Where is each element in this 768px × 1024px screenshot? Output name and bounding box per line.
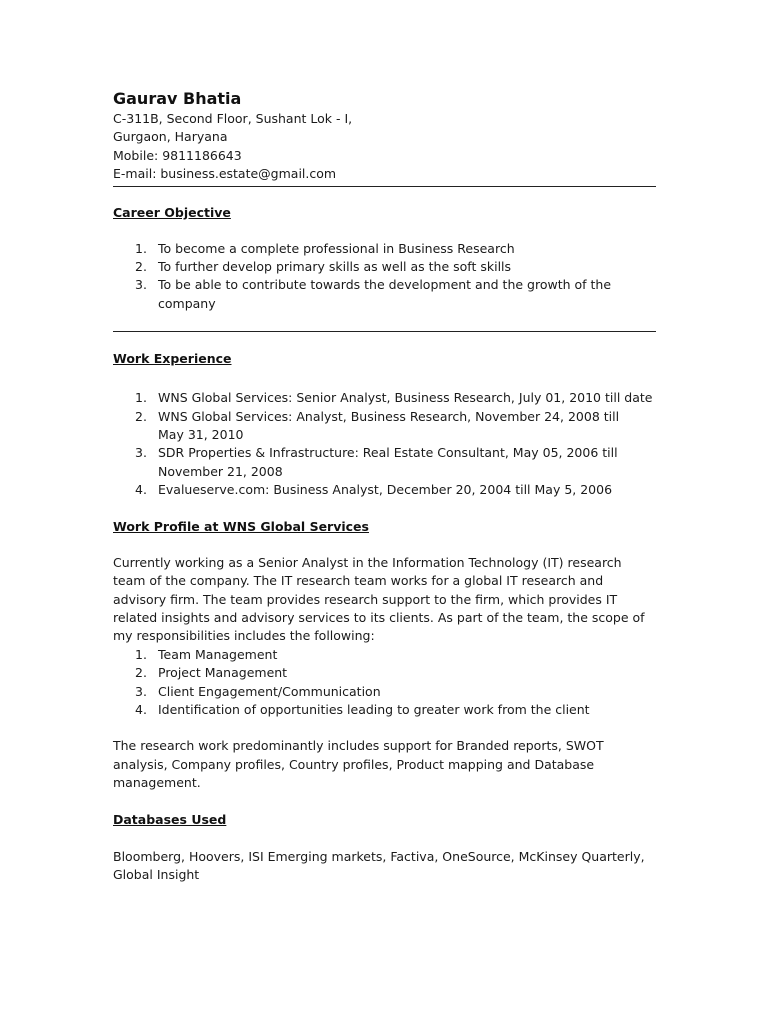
list-item: 4. Identification of opportunities leading to greater work from the client xyxy=(135,701,590,717)
list-item: 1. Team Management xyxy=(135,646,278,662)
list-item-text: Client Engagement/Communication xyxy=(158,683,381,699)
list-item: 2. To further develop primary skills as well as the soft skills xyxy=(135,259,512,275)
email-address: E-mail: business.estate@gmail.com xyxy=(113,166,337,182)
list-item: 2. WNS Global Services: Analyst, Business Research, November 24, 2008 till May 31, 2010 xyxy=(135,408,620,443)
resume-content xyxy=(113,88,656,884)
list-item-text: WNS Global Services: Senior Analyst, Business Research, July 01, 2010 till date xyxy=(158,390,653,406)
divider-middle xyxy=(113,331,656,332)
list-item: 1. WNS Global Services: Senior Analyst, Business Research, July 01, 2010 till date xyxy=(135,390,653,406)
list-item-text: To become a complete professional in Business Research xyxy=(158,240,515,256)
list-item: 3. SDR Properties & Infrastructure: Real Estate Consultant, May 05, 2006 till November 21, 2008 xyxy=(135,445,618,479)
databases-heading: Databases Used xyxy=(113,811,227,827)
list-item-text: Team Management xyxy=(158,646,278,662)
career-objective-section xyxy=(113,204,656,314)
list-item-text: SDR Properties & Infrastructure: Real Estate Consultant, May 05, 2006 till November 21, 2008 xyxy=(158,445,618,479)
work-profile-section xyxy=(113,518,656,793)
list-item: 2. Project Management xyxy=(135,665,288,681)
address-line-2: Gurgaon, Haryana xyxy=(113,129,228,145)
list-item-text: Identification of opportunities leading to greater work from the client xyxy=(158,701,590,717)
list-item-text: To further develop primary skills as well as the soft skills xyxy=(158,259,512,275)
work-profile-intro: Currently working as a Senior Analyst in the Information Technology (IT) research team of the company. The IT research team works for a global IT research and advisory firm. The team provides research support to the firm, which provides IT related insights and advisory services to its clients. As part of the team, the scope of my responsibilities includes the following: xyxy=(113,554,645,644)
contact-header xyxy=(113,88,656,184)
list-item-text: WNS Global Services: Analyst, Business Research, November 24, 2008 till May 31, 2010 xyxy=(158,408,620,443)
list-item-text: To be able to contribute towards the development and the growth of the company xyxy=(158,277,612,311)
list-item: 4. Evalueserve.com: Business Analyst, December 20, 2004 till May 5, 2006 xyxy=(135,482,613,498)
list-item: 1. To become a complete professional in Business Research xyxy=(135,240,515,256)
work-profile-closing: The research work predominantly includes support for Branded reports, SWOT analysis, Company profiles, Country profiles, Product mapping and Database management. xyxy=(113,738,604,791)
list-item-text: Project Management xyxy=(158,665,288,681)
databases-section xyxy=(113,811,656,885)
responsibilities-list xyxy=(113,646,656,720)
address-line-1: C-311B, Second Floor, Sushant Lok - I, xyxy=(113,111,353,126)
databases-text: Bloomberg, Hoovers, ISI Emerging markets, Factiva, OneSource, McKinsey Quarterly, Global Insight xyxy=(113,848,645,882)
list-item: 3. To be able to contribute towards the development and the growth of the company xyxy=(135,277,612,311)
list-item-text: Evalueserve.com: Business Analyst, December 20, 2004 till May 5, 2006 xyxy=(158,482,613,498)
career-objective-list xyxy=(113,240,656,314)
career-objective-heading: Career Objective xyxy=(113,204,231,220)
candidate-name: Gaurav Bhatia xyxy=(113,89,242,108)
work-experience-section xyxy=(113,350,656,499)
work-experience-heading: Work Experience xyxy=(113,351,232,367)
work-profile-heading: Work Profile at WNS Global Services xyxy=(113,518,369,534)
list-item: 3. Client Engagement/Communication xyxy=(135,683,381,699)
mobile-number: Mobile: 9811186643 xyxy=(113,147,242,163)
divider-top xyxy=(113,186,656,187)
work-experience-list xyxy=(113,389,656,499)
